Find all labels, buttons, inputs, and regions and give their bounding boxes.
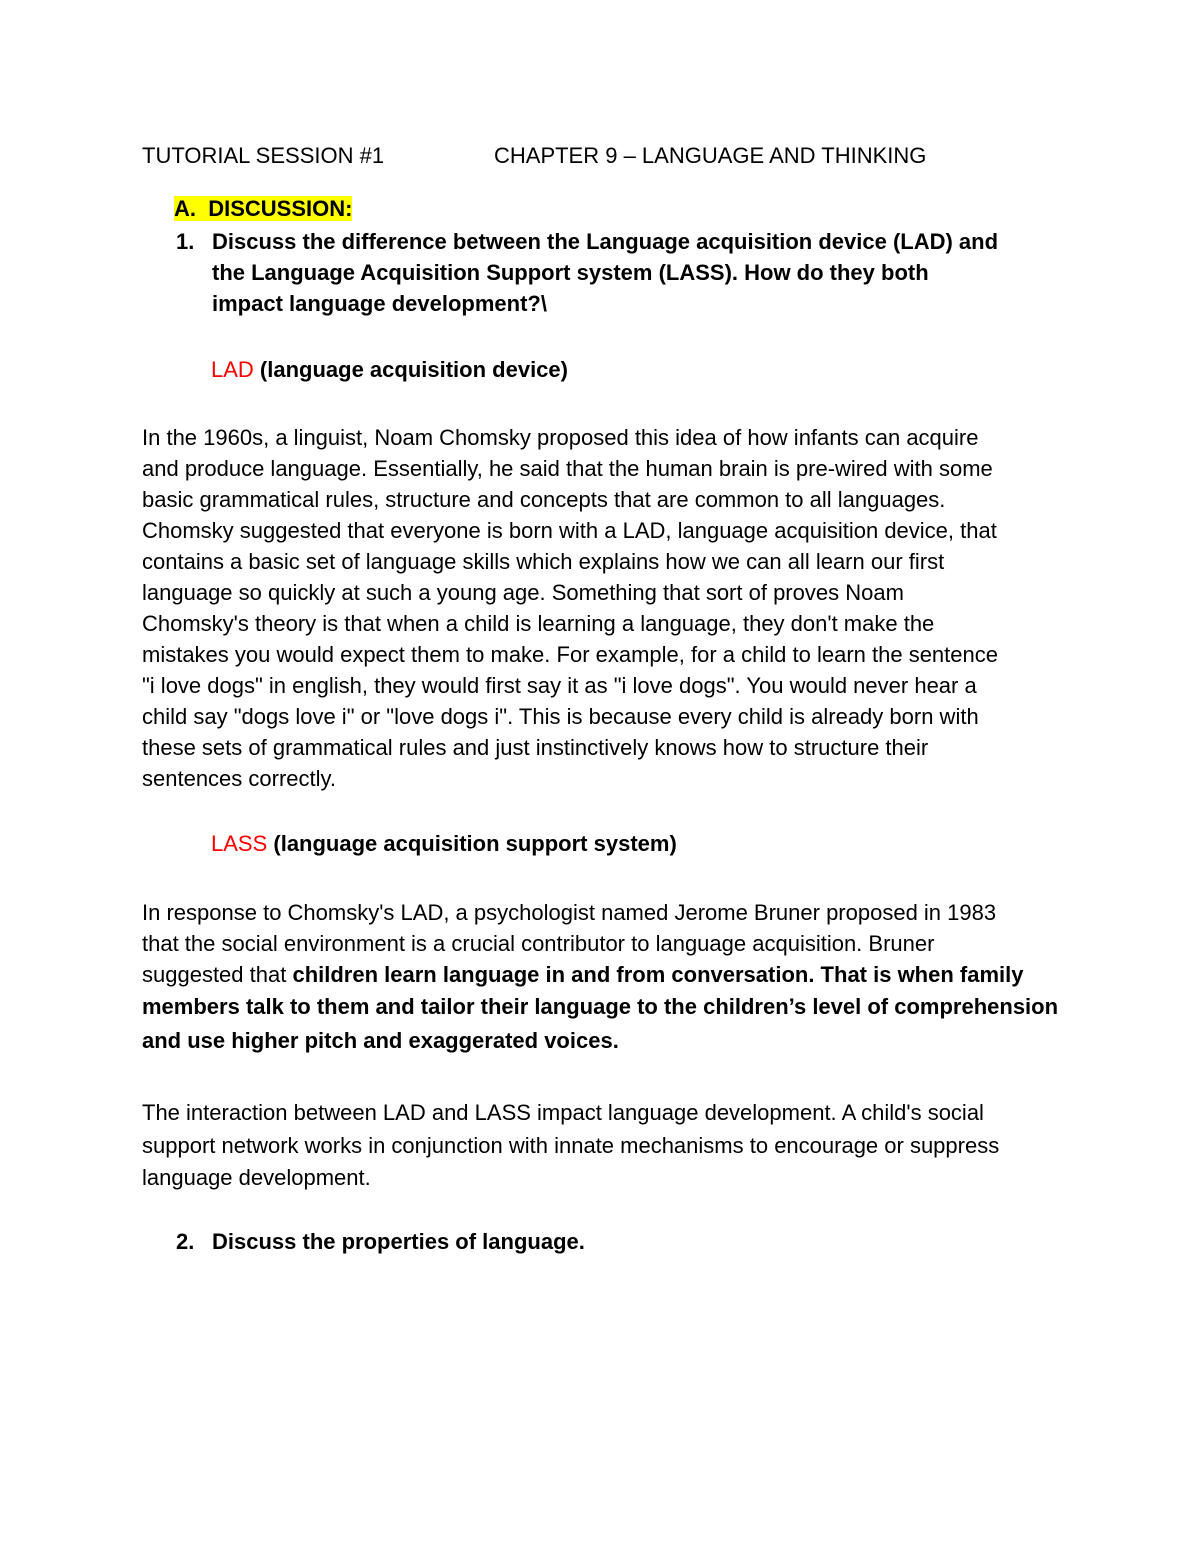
lass-paragraph-line: In response to Chomsky's LAD, a psychologist named Jerome Bruner proposed in 1983 [142, 900, 997, 925]
lass-paragraph-line-mixed [142, 959, 1058, 990]
lass-heading-rest: (language acquisition support system) [267, 831, 677, 856]
lad-term: LAD [211, 357, 254, 382]
lad-paragraph-line: contains a basic set of language skills which explains how we can all learn our first [142, 549, 945, 574]
question-1-line: impact language development?\ [212, 291, 547, 316]
interaction-paragraph [142, 1096, 999, 1193]
lad-paragraph-line: and produce language. Essentially, he said that the human brain is pre-wired with some [142, 456, 993, 481]
lad-paragraph-line: language so quickly at such a young age. Something that sort of proves Noam [142, 580, 904, 605]
question-1-text [212, 226, 998, 319]
lad-paragraph-line: mistakes you would expect them to make. For example, for a child to learn the sentence [142, 642, 998, 667]
section-a-heading [174, 196, 352, 222]
lass-emphasis-line: and use higher pitch and exaggerated voices. [142, 1028, 619, 1053]
interaction-line: support network works in conjunction with innate mechanisms to encourage or suppress [142, 1133, 1000, 1158]
lad-paragraph-line: basic grammatical rules, structure and concepts that are common to all languages. [142, 487, 946, 512]
section-a-label: A. [174, 196, 196, 221]
chapter-title: CHAPTER 9 – LANGUAGE AND THINKING [494, 143, 927, 168]
lad-paragraph-line: Chomsky's theory is that when a child is learning a language, they don't make the [142, 611, 935, 636]
session-title: TUTORIAL SESSION #1 [142, 143, 385, 168]
lad-heading [211, 357, 568, 383]
lass-term: LASS [211, 831, 268, 856]
lass-paragraph [142, 897, 1058, 1058]
lad-paragraph-line: these sets of grammatical rules and just instinctively knows how to structure their [142, 735, 929, 760]
lad-paragraph-line: In the 1960s, a linguist, Noam Chomsky proposed this idea of how infants can acquire [142, 425, 979, 450]
question-2-text: Discuss the properties of language. [212, 1229, 585, 1254]
question-1-line: Discuss the difference between the Language acquisition device (LAD) and [212, 229, 999, 254]
question-1-number: 1. [176, 229, 195, 254]
lass-emphasis-text: children learn language in and from conversation. That is when family [292, 962, 1024, 987]
interaction-line: The interaction between LAD and LASS impact language development. A child's social [142, 1100, 984, 1125]
question-2-number: 2. [176, 1229, 195, 1254]
section-a-title: DISCUSSION: [208, 196, 353, 221]
lass-heading [211, 831, 677, 857]
interaction-line: language development. [142, 1165, 371, 1190]
lass-plain-text: suggested that [142, 962, 293, 987]
lad-paragraph-line: Chomsky suggested that everyone is born with a LAD, language acquisition device, that [142, 518, 997, 543]
lass-paragraph-line: that the social environment is a crucial contributor to language acquisition. Bruner [142, 931, 935, 956]
section-a-spacer [196, 196, 208, 221]
lass-emphasis-line: members talk to them and tailor their language to the children’s level of comprehension [142, 994, 1059, 1019]
lad-heading-rest: (language acquisition device) [253, 357, 568, 382]
question-1-line: the Language Acquisition Support system (LASS). How do they both [212, 260, 929, 285]
lad-paragraph-line: "i love dogs" in english, they would first say it as "i love dogs". You would never hear a [142, 673, 977, 698]
lad-paragraph-line: sentences correctly. [142, 766, 337, 791]
lad-paragraph [142, 422, 998, 794]
lad-paragraph-line: child say "dogs love i" or "love dogs i". This is because every child is already born with [142, 704, 979, 729]
